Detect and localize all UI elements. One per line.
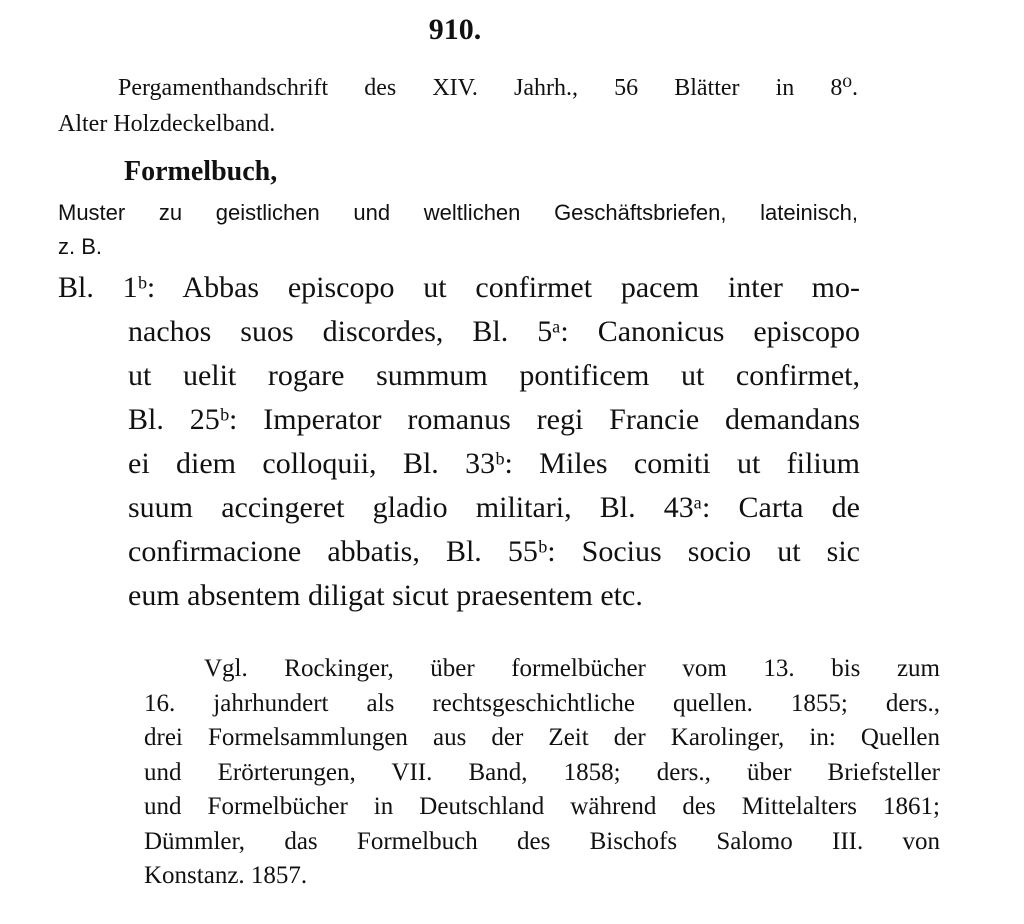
contents-line: Bl. 1ᵇ: Abbas episcopo ut confirmet pacem inter mo-	[58, 271, 860, 304]
description-line: Alter Holzdeckelband.	[58, 111, 276, 137]
subtitle-line: Muster zu geistlichen und weltlichen Geschäftsbriefen, lateinisch,	[58, 200, 858, 225]
contents-line: eum absentem diligat sicut praesentem etc.	[128, 579, 643, 612]
literature-line: Dümmler, das Formelbuch des Bischofs Salomo III. von	[144, 827, 940, 855]
contents-line: Bl. 25ᵇ: Imperator romanus regi Francie demandans	[128, 403, 860, 436]
literature-line: drei Formelsammlungen aus der Zeit der Karolinger, in: Quellen	[144, 724, 940, 751]
work-title: Formelbuch,	[124, 156, 278, 187]
contents-line: suum accingeret gladio militari, Bl. 43ᵃ: Carta de	[128, 491, 860, 524]
literature-note	[144, 652, 940, 894]
literature-line: Vgl. Rockinger, über formelbücher vom 13. bis zum	[204, 655, 940, 682]
manuscript-description	[58, 70, 858, 142]
page-number: 910.	[428, 13, 482, 46]
literature-line: 16. jahrhundert als rechtsgeschichtliche quellen. 1855; ders.,	[144, 689, 940, 717]
subtitle-line: z. B.	[58, 234, 103, 259]
literature-line: und Erörterungen, VII. Band, 1858; ders., über Briefsteller	[144, 758, 940, 786]
contents-line: nachos suos discordes, Bl. 5ᵃ: Canonicus episcopo	[128, 315, 860, 348]
contents-line: ei diem colloquii, Bl. 33ᵇ: Miles comiti ut filium	[128, 447, 860, 480]
contents-list	[58, 266, 860, 618]
work-subtitle	[58, 196, 858, 264]
literature-line: Konstanz. 1857.	[144, 862, 308, 889]
description-line: Pergamenthandschrift des XIV. Jahrh., 56 Blätter in 8⁰.	[118, 75, 858, 101]
contents-line: confirmacione abbatis, Bl. 55ᵇ: Socius socio ut sic	[128, 535, 860, 568]
literature-line: und Formelbücher in Deutschland während des Mittelalters 1861;	[144, 793, 940, 820]
contents-line: ut uelit rogare summum pontificem ut confirmet,	[128, 359, 860, 392]
